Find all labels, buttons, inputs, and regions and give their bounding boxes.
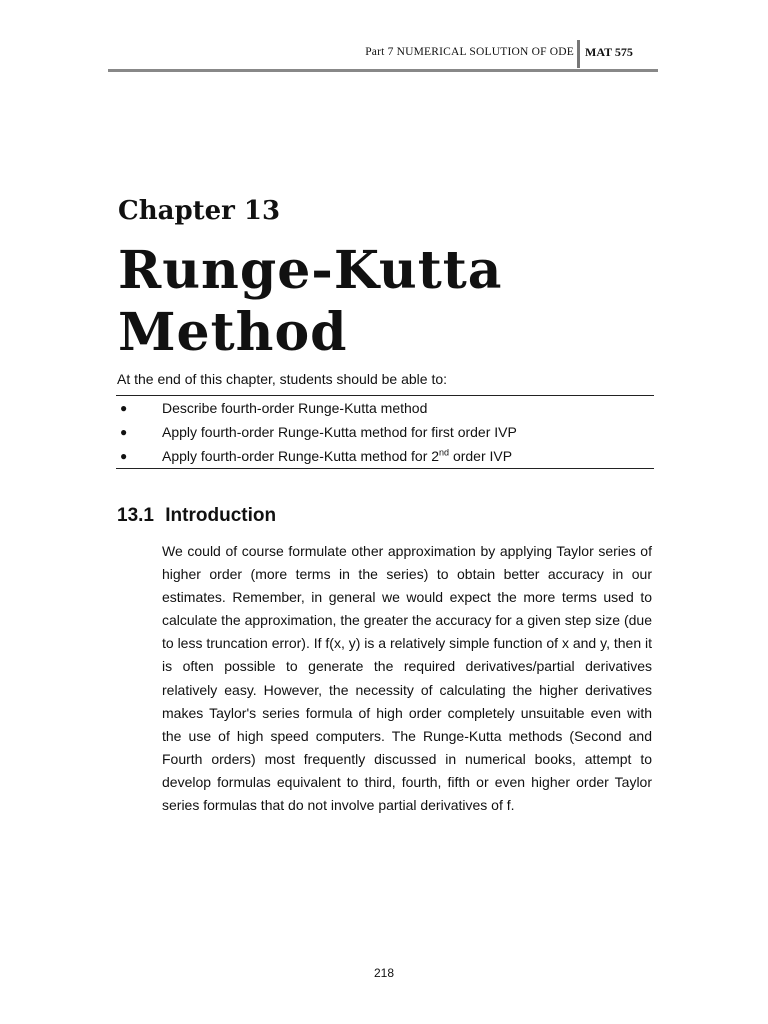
objective-text: Apply fourth-order Runge-Kutta method for first order IVP	[162, 424, 517, 440]
list-item	[116, 420, 654, 444]
chapter-title: Runge-Kutta Method	[118, 240, 503, 363]
section-number: 13.1	[117, 505, 154, 526]
objectives-list	[116, 396, 654, 468]
objective-superscript: nd	[439, 447, 450, 458]
section-heading	[117, 505, 276, 527]
header-part-title: Part 7 NUMERICAL SOLUTION OF ODE	[365, 46, 574, 58]
page-header	[108, 40, 658, 72]
objective-text-before: Apply fourth-order Runge-Kutta method for 2	[162, 448, 440, 464]
introduction-paragraph: We could of course formulate other approximation by applying Taylor series of higher order (more terms in the series) to obtain better accuracy in our estimates. Remember, in general we would expect the more terms used to calculate the approximation, the greater the accuracy for a given step size (due to less truncation error). If f(x, y) is a relatively simple function of x and y, then it is often possible to generate the required derivatives/partial derivatives relatively easy. However, the necessity of calculating the higher derivatives makes Taylor's series formula of high order completely unsuitable even with the use of high speed computers. The Runge-Kutta methods (Second and Fourth orders) most frequently discussed in numerical books, attempt to develop formulas equivalent to third, fourth, fifth or even higher order Taylor series formulas that do not involve partial derivatives of f.	[162, 543, 652, 814]
header-divider	[577, 40, 580, 68]
objective-text-after: order IVP	[449, 448, 513, 464]
bullet-icon: ●	[120, 401, 128, 415]
objective-text	[162, 444, 512, 468]
header-course-code: MAT 575	[585, 45, 633, 59]
objective-text: Describe fourth-order Runge-Kutta method	[162, 400, 428, 416]
section-title: Introduction	[165, 505, 277, 526]
chapter-label: Chapter 13	[118, 196, 281, 226]
objectives-intro: At the end of this chapter, students should be able to:	[117, 371, 448, 387]
header-rule	[108, 69, 658, 72]
list-item	[116, 396, 654, 420]
objectives-rule-bottom	[116, 468, 654, 469]
page-number: 218	[373, 966, 395, 980]
bullet-icon: ●	[120, 449, 128, 463]
list-item	[116, 444, 654, 468]
bullet-icon: ●	[120, 425, 128, 439]
